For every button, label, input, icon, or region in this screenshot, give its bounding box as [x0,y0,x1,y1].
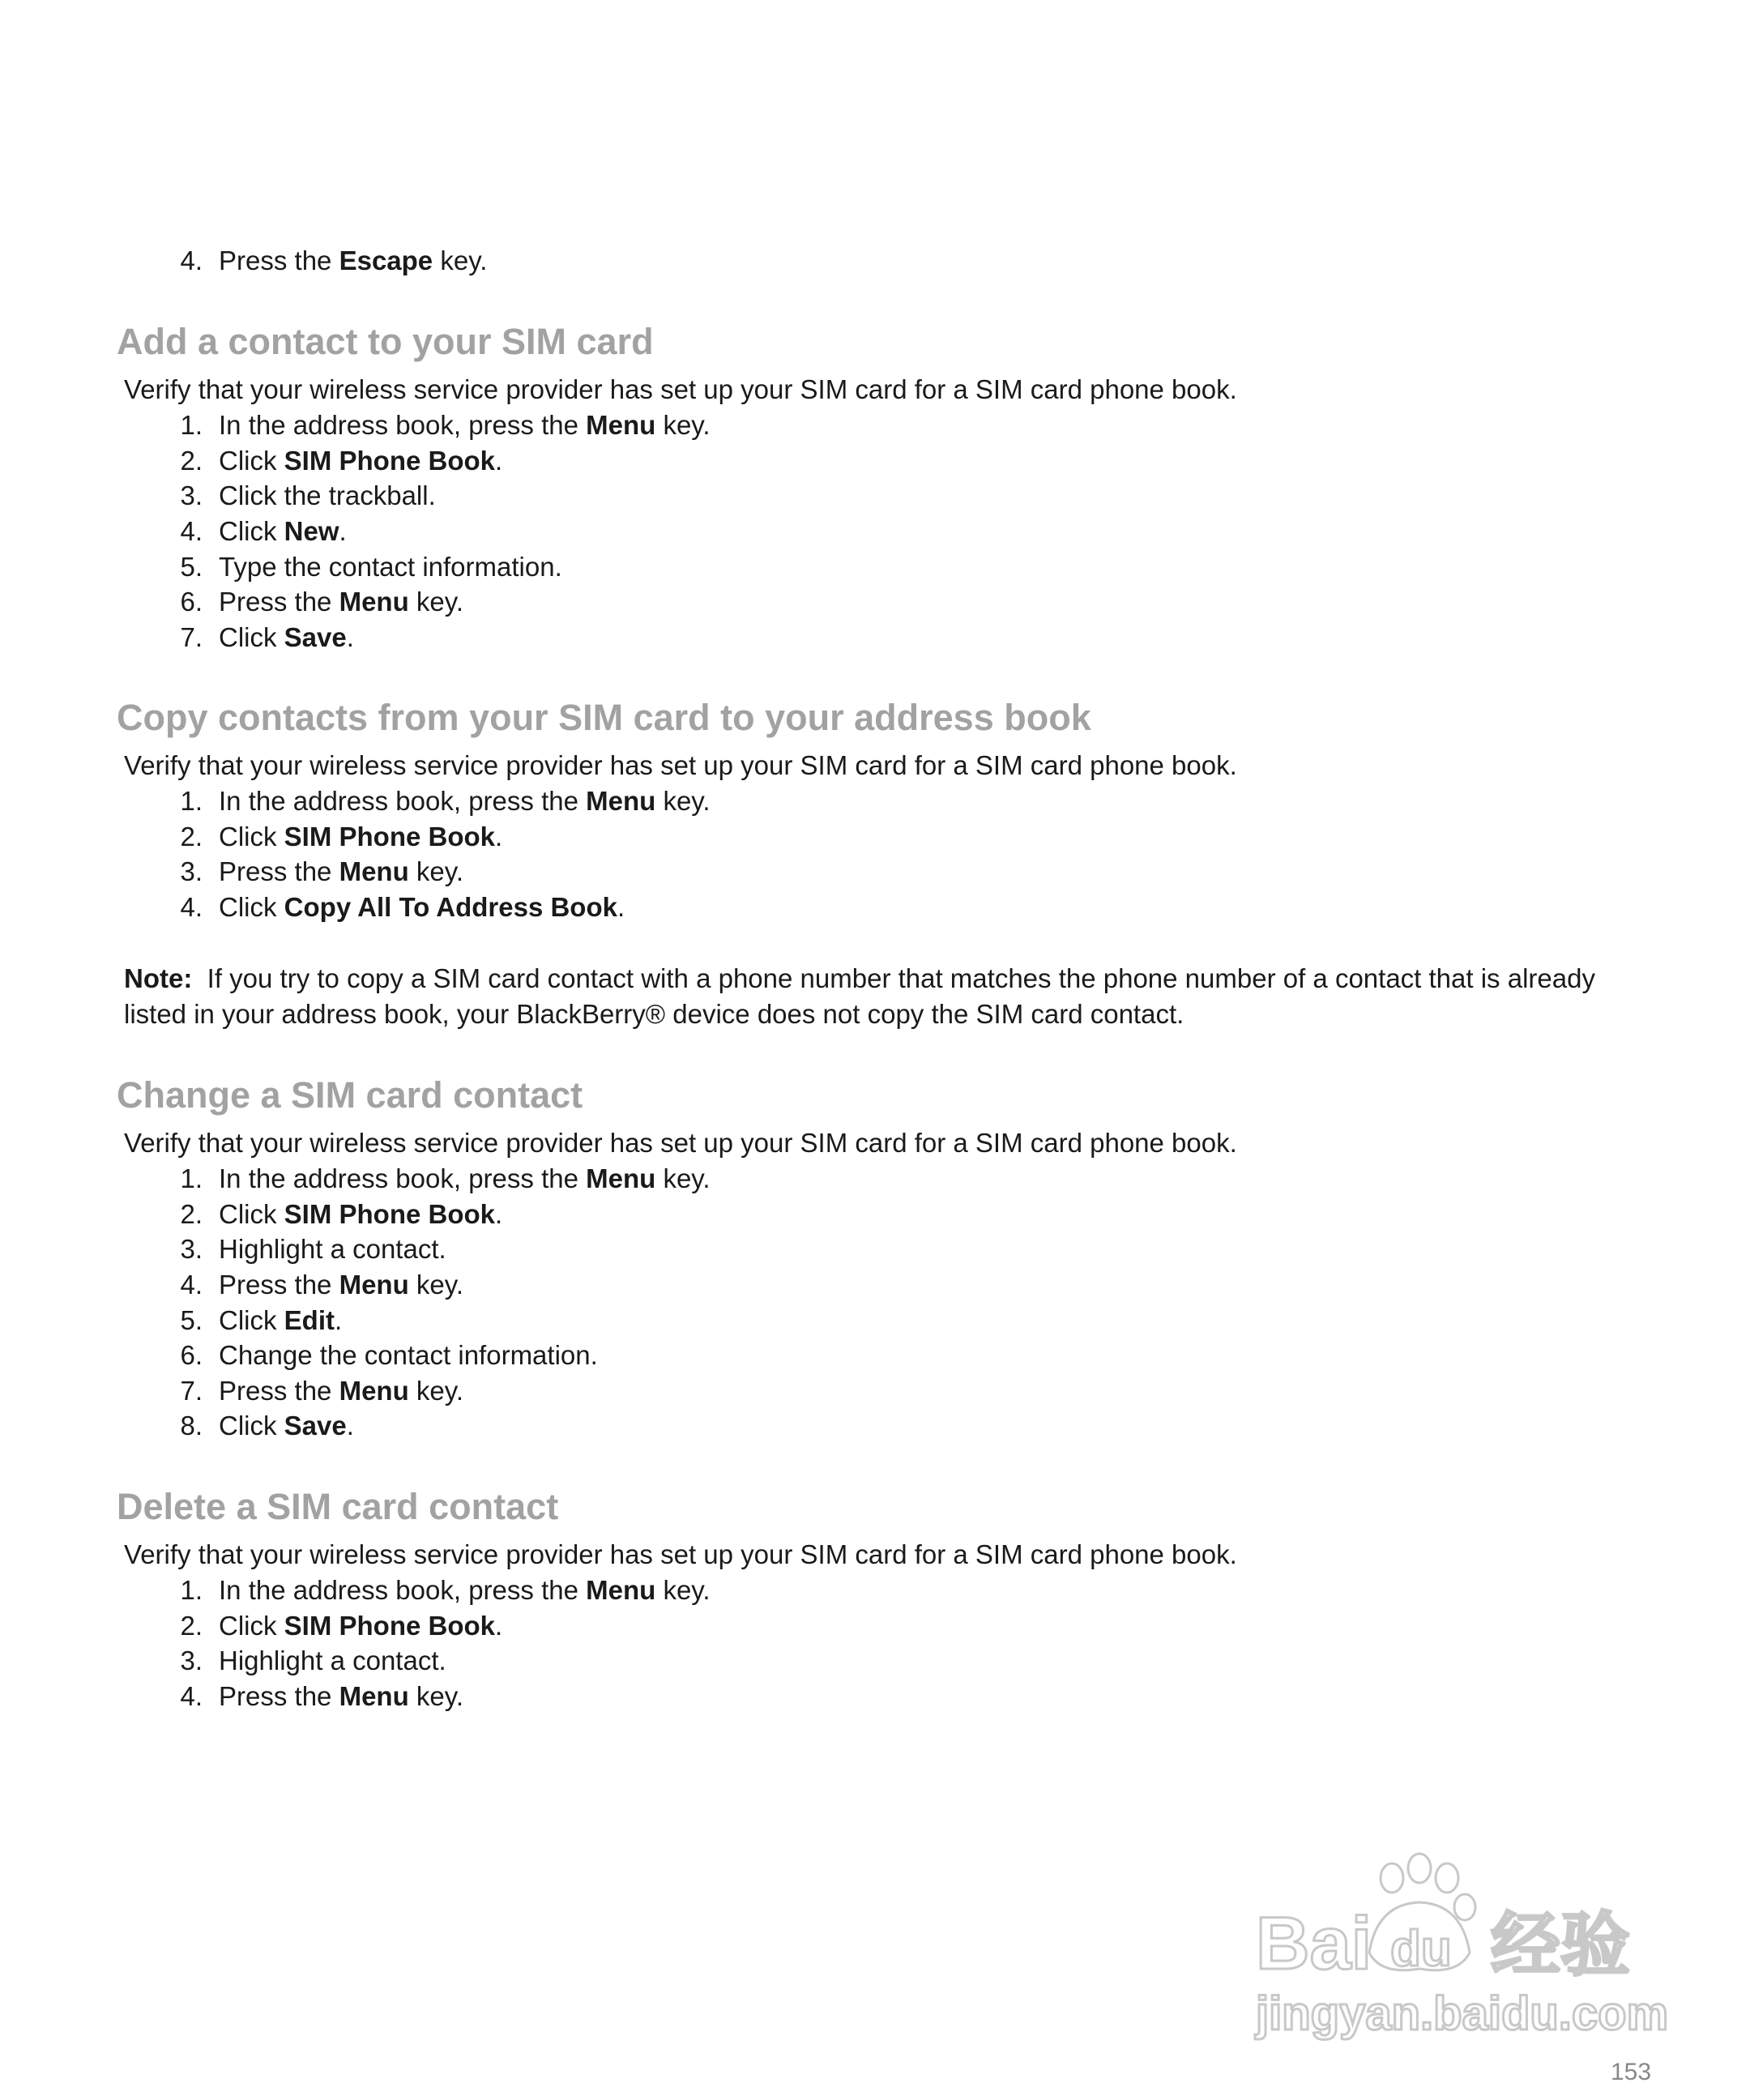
list-item: 3. Highlight a contact. [180,1645,446,1675]
list-item: 1. In the address book, press the Menu key. [180,410,711,440]
section-heading-copy: Copy contacts from your SIM card to your address book [117,697,1091,738]
list-item: 1. In the address book, press the Menu key. [180,1575,711,1605]
list-item: 5. Click Edit. [180,1305,343,1335]
list-item: 4. Click New. [180,516,347,546]
list-item: 4. Press the Menu key. [180,1681,463,1711]
note-label: Note: [124,963,193,993]
page-number: 153 [1611,2059,1652,2085]
list-item: 2. Click SIM Phone Book. [180,446,503,476]
section-lead: Verify that your wireless service provider has set up your SIM card for a SIM card phone book. [124,374,1237,404]
list-item: 1. In the address book, press the Menu key. [180,1163,711,1193]
watermark-brand2: du [1390,1921,1452,1977]
baidu-watermark-logo [1248,1847,1669,2050]
list-item: 3. Click the trackball. [180,480,436,510]
section-heading-add: Add a contact to your SIM card [117,321,654,362]
list-item: 5. Type the contact information. [180,552,562,582]
list-item: 2. Click SIM Phone Book. [180,1199,503,1229]
list-item: 3. Press the Menu key. [180,856,463,886]
section-lead: Verify that your wireless service provider has set up your SIM card for a SIM card phone book. [124,1128,1237,1158]
section-heading-delete: Delete a SIM card contact [117,1486,559,1527]
list-item: 4. Click Copy All To Address Book. [180,892,625,922]
list-item: 1. In the address book, press the Menu key. [180,786,711,816]
list-item: 8. Click Save. [180,1411,354,1441]
list-item: 4. Press the Menu key. [180,1270,463,1300]
list-item: 3. Highlight a contact. [180,1234,446,1264]
note [124,961,1647,1032]
list-item: 6. Change the contact information. [180,1340,598,1370]
section-lead: Verify that your wireless service provider has set up your SIM card for a SIM card phone book. [124,1539,1237,1569]
watermark-cn: 经验 [1491,1906,1630,1984]
list-item: 7. Click Save. [180,622,354,652]
list-item: 7. Press the Menu key. [180,1376,463,1406]
section-lead: Verify that your wireless service provider has set up your SIM card for a SIM card phone book. [124,750,1237,780]
list-item: 4. Press the Escape key. [180,245,488,275]
section-heading-change: Change a SIM card contact [117,1074,583,1116]
list-item: 2. Click SIM Phone Book. [180,822,503,852]
list-item: 2. Click SIM Phone Book. [180,1611,503,1641]
list-item: 6. Press the Menu key. [180,587,463,617]
note-text: If you try to copy a SIM card contact with a phone number that matches the phone number of a contact that is already listed in your address book, your BlackBerry® device does not copy the SIM card contact. [124,963,1595,1029]
watermark-url: jingyan.baidu.com [1256,1987,1669,2040]
watermark-brand: Bai [1256,1902,1372,1985]
